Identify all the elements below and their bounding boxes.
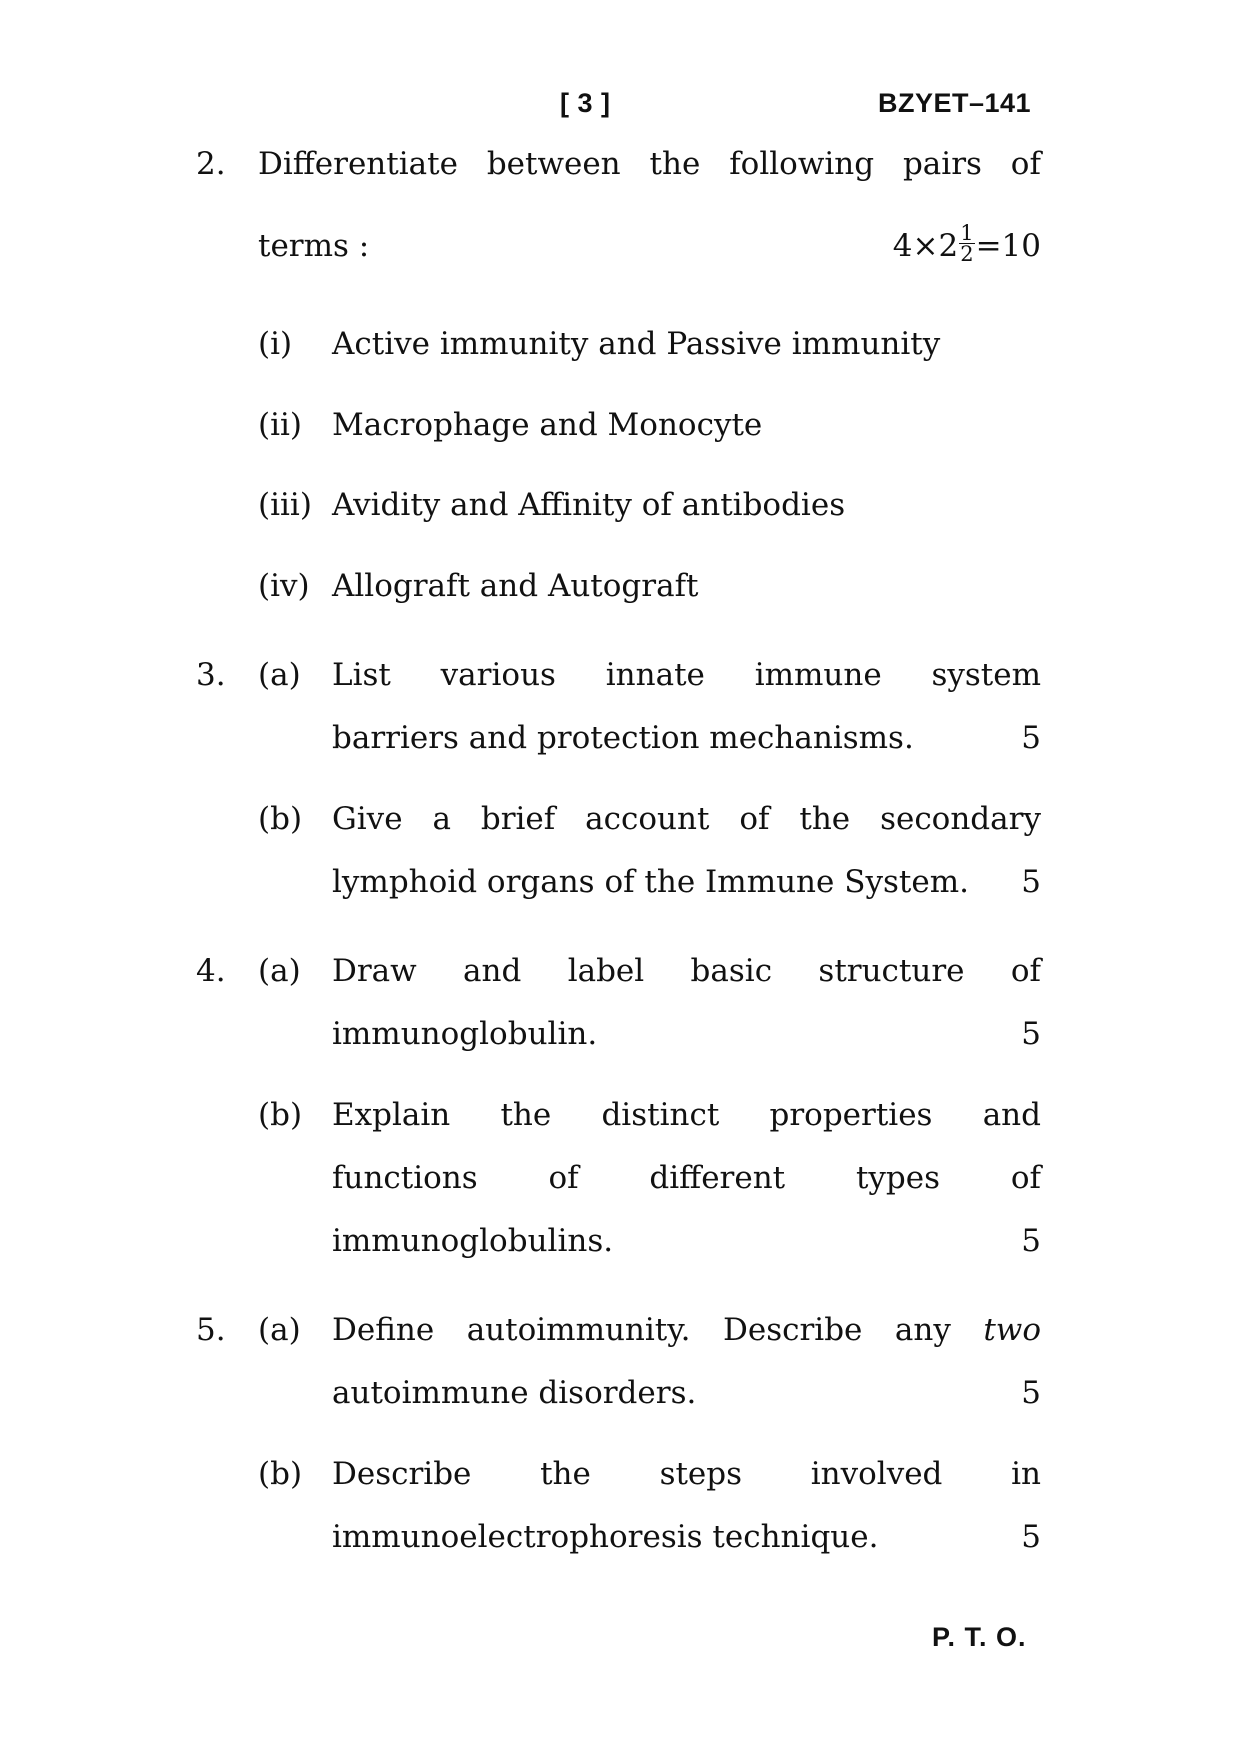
item-label: (i) [258,326,293,362]
part-label: (a) [258,657,301,693]
marks: 5 [1021,1519,1041,1555]
word: distinct [601,1097,720,1133]
word: Give [332,801,403,837]
question-number: 5. [196,1312,226,1348]
marks: 5 [1021,1375,1041,1411]
word: of [1010,146,1041,182]
word: secondary [880,801,1041,837]
word: pairs [902,146,982,182]
item-text: Allograft and Autograft [332,568,699,604]
word: and [463,953,522,989]
word: Differentiate [258,146,458,182]
word: various [440,657,556,693]
item-text: Active immunity and Passive immunity [332,326,941,362]
word: Explain [332,1097,451,1133]
question-text-line: barriers and protection mechanisms. [332,720,914,756]
word: involved [810,1456,943,1492]
item-label: (iv) [258,568,310,604]
question-text-line [332,1095,1041,1135]
question-text-line: lymphoid organs of the Immune System. [332,864,969,900]
question-number: 2. [196,146,226,182]
marks: 5 [1021,1016,1041,1052]
question-text-line [332,951,1041,991]
question-text-line: terms : [258,228,370,264]
question-text-line: immunoelectrophoresis technique. [332,1519,879,1555]
word: steps [659,1456,743,1492]
word: the [649,146,701,182]
word: properties [769,1097,933,1133]
question-number: 3. [196,657,226,693]
question-text-line [332,655,1041,695]
word: List [332,657,391,693]
word: of [1010,1160,1041,1196]
question-text-line: immunoglobulins. [332,1223,614,1259]
word: following [729,146,875,182]
part-label: (a) [258,953,301,989]
question-number: 4. [196,953,226,989]
word: different [649,1160,786,1196]
please-turn-over: P. T. O. [932,1622,1027,1652]
item-text: Macrophage and Monocyte [332,407,763,443]
word: brief [480,801,556,837]
word: in [1011,1456,1041,1492]
item-label: (ii) [258,407,303,443]
word: system [931,657,1041,693]
question-text-line [332,1310,1041,1350]
word: a [432,801,451,837]
word: Describe [723,1312,863,1348]
word: Describe [332,1456,472,1492]
word: the [799,801,851,837]
word: of [548,1160,579,1196]
word: of [739,801,770,837]
question-text-line [332,799,1041,839]
word: any [894,1312,951,1348]
marks: 5 [1021,720,1041,756]
word: basic [690,953,773,989]
word: autoimmunity. [466,1312,691,1348]
part-label: (b) [258,801,303,837]
word: structure [818,953,965,989]
question-text-line: autoimmune disorders. [332,1375,697,1411]
page-number: [ 3 ] [560,88,611,118]
word: types [855,1160,941,1196]
emphasis-word: two [983,1312,1041,1348]
question-text-line [258,144,1041,184]
item-label: (iii) [258,487,312,523]
course-code: BZYET–141 [878,88,1032,118]
part-label: (b) [258,1097,303,1133]
part-label: (b) [258,1456,303,1492]
word: between [486,146,621,182]
item-text: Avidity and Affinity of antibodies [332,487,846,523]
word: label [567,953,645,989]
word: of [1010,953,1041,989]
word: the [500,1097,552,1133]
question-text-line [332,1158,1041,1198]
word: functions [332,1160,478,1196]
word: the [540,1456,591,1492]
word: innate [605,657,705,693]
word: account [585,801,710,837]
word: Define [332,1312,435,1348]
marks: 5 [1021,864,1041,900]
question-text-line [332,1454,1041,1494]
word: immune [754,657,882,693]
marks-allocation: 4×2 $\frac{1}{2}$ =10 [892,221,1041,266]
marks: 5 [1021,1223,1041,1259]
word: Draw [332,953,417,989]
part-label: (a) [258,1312,301,1348]
fraction: $\frac{1}{2}$ [960,221,974,266]
question-text-line: immunoglobulin. [332,1016,598,1052]
word: and [982,1097,1041,1133]
